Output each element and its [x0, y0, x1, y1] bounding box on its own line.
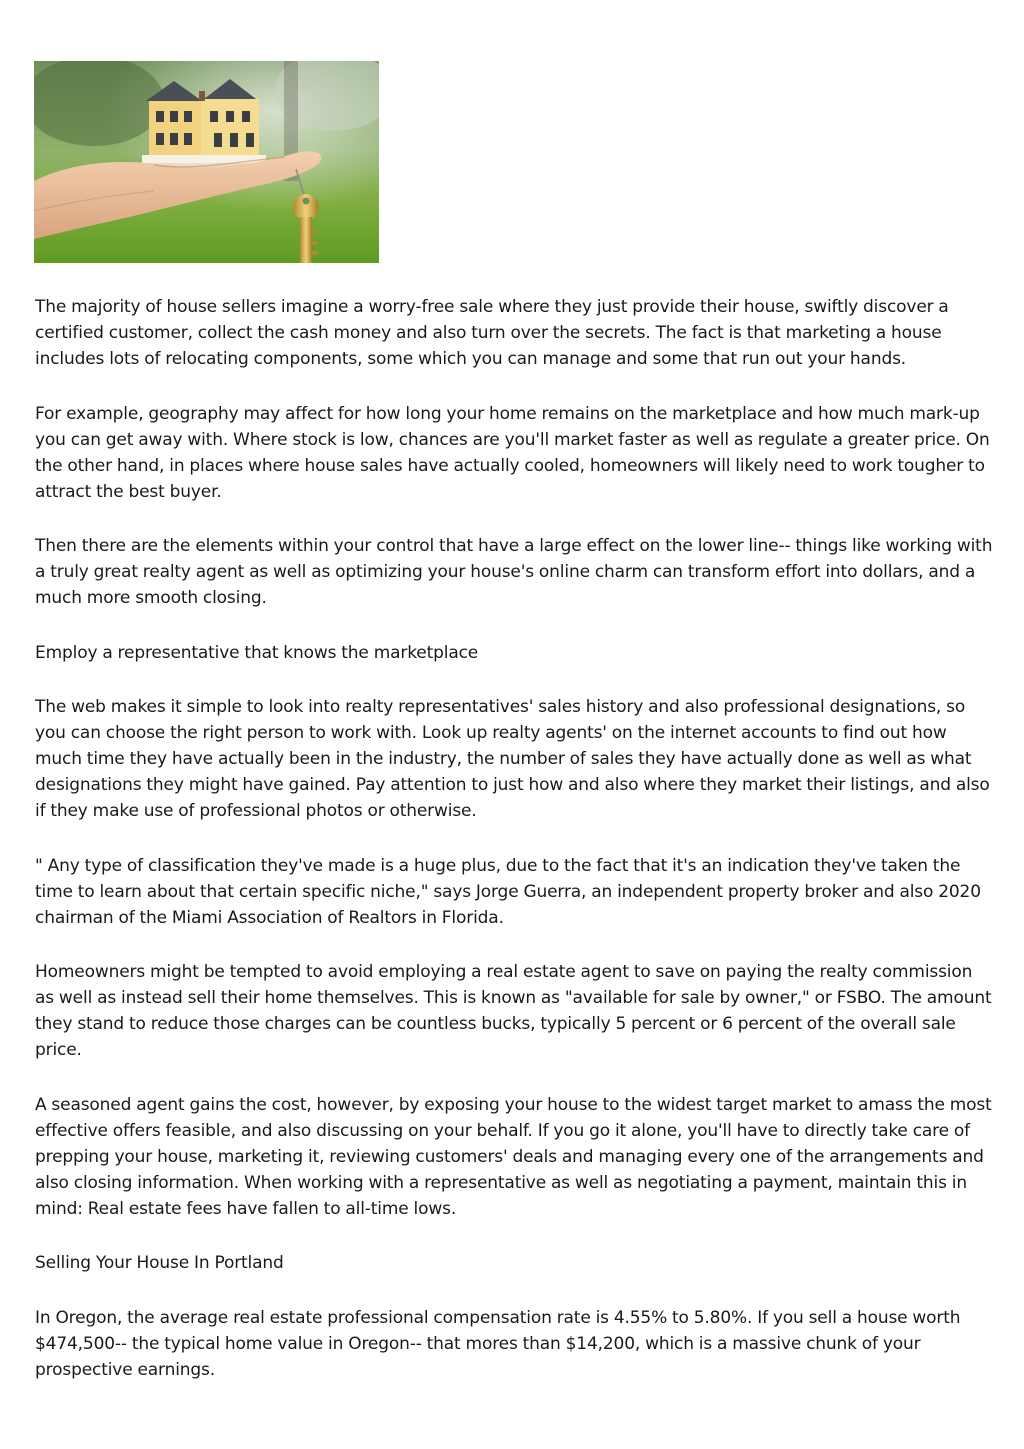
paragraph-oregon-rates: In Oregon, the average real estate professional compensation rate is 4.55% to 5.80%. If you sell a house worth $474,500-- the typical home value in Oregon-- that mores than $14,200, which is a massive chunk of your prospective earnings. — [35, 1307, 961, 1380]
paragraph-seasoned-agent: A seasoned agent gains the cost, however, by exposing your house to the widest target market to amass the most effective offers feasible, and also discussing on your behalf. If you go it alone, you'll have to directly take care of prepping your house, marketing it, reviewing customers' deals and managing every one of the arrangements and also closing information. When working with a representative as well as negotiating a payment, maintain this in mind: Real estate fees have fallen to all-time lows. — [35, 1094, 992, 1219]
paragraph-intro: The majority of house sellers imagine a worry-free sale where they just provide their house, swiftly discover a certified customer, collect the cash money and also turn over the secrets. The fact is that marketing a house includes lots of relocating components, some which you can manage and some that run out your hands. — [35, 297, 949, 369]
paragraph-control-elements: Then there are the elements within your control that have a large effect on the lower line-- things like working with a truly great realty agent as well as optimizing your house's online charm can transform effort into dollars, and a much more smooth closing. — [35, 536, 993, 608]
article-body — [35, 294, 993, 1411]
house-model — [142, 79, 266, 169]
paragraph-geography: For example, geography may affect for how long your home remains on the marketplace and how much mark-up you can get away with. Where stock is low, chances are you'll market faster as well as regulate a greater price. On the other hand, in places where house sales have actually cooled, homeowners will likely need to work tougher to attract the best buyer. — [35, 403, 990, 502]
paragraph-quote-guerra: " Any type of classification they've made is a huge plus, due to the fact that it's an indication they've taken the time to learn about that certain specific niche," says Jorge Guerra, an independent property broker and also 2020 chairman of the Miami Association of Realtors in Florida. — [35, 855, 981, 928]
hero-image-house-in-hand — [34, 61, 379, 263]
heading-employ-representative: Employ a representative that knows the marketplace — [35, 642, 479, 663]
paragraph-web-research: The web makes it simple to look into realty representatives' sales history and also professional designations, so you can choose the right person to work with. Look up realty agents' on the internet accounts to find out how much time they have actually been in the industry, the number of sales they have actually done as well as what designations they might have gained. Pay attention to just how and also where they market their listings, and also if they make use of professional photos or otherwise. — [35, 697, 990, 821]
heading-selling-portland: Selling Your House In Portland — [35, 1253, 284, 1273]
paragraph-fsbo: Homeowners might be tempted to avoid employing a real estate agent to save on paying the realty commission as well as instead sell their home themselves. This is known as "available for sale by owner," or FSBO. The amount they stand to reduce those charges can be countless bucks, typically 5 percent or 6 percent of the overall sale price. — [35, 962, 992, 1060]
